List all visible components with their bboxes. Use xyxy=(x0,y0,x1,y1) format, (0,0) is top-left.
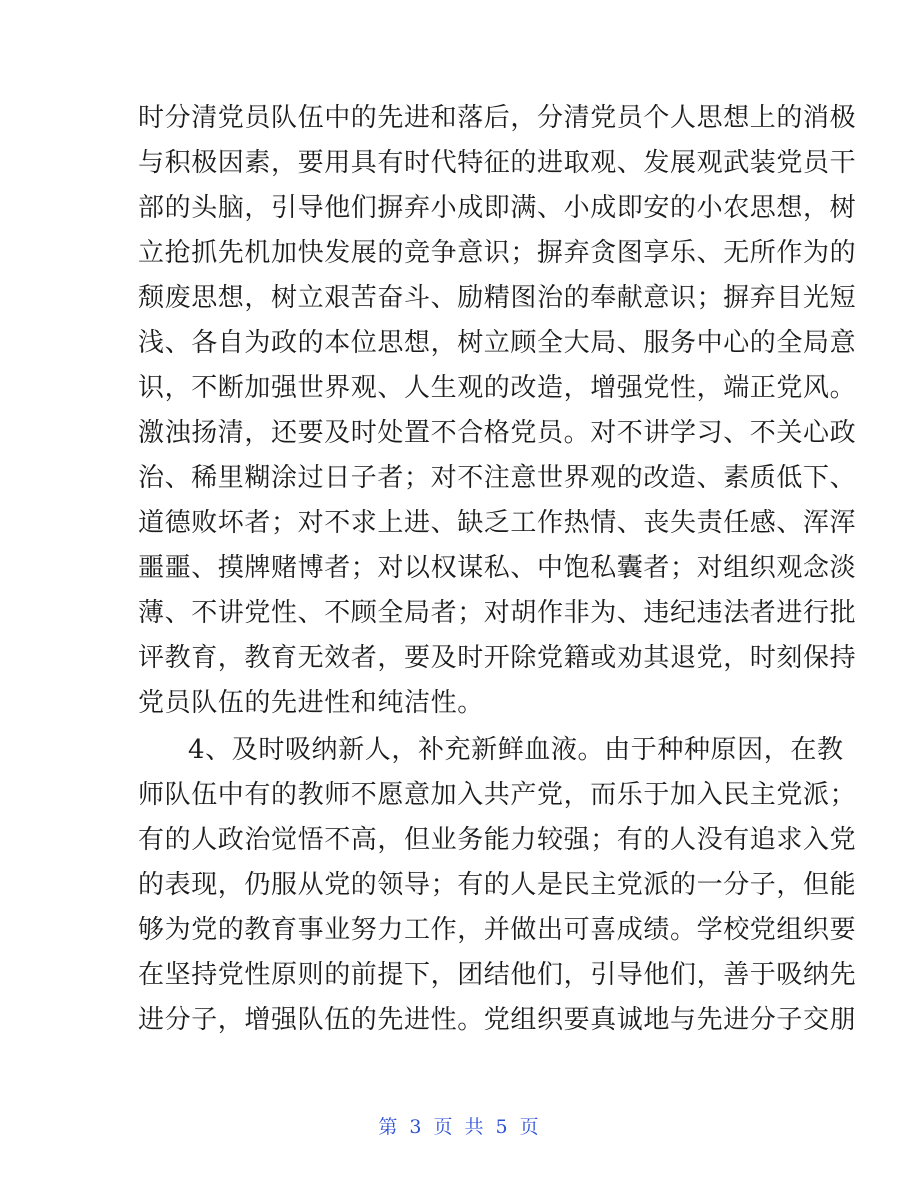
text-line: 进分子，增强队伍的先进性。党组织要真诚地与先进分子交朋 xyxy=(138,1005,857,1035)
paragraph-2 xyxy=(138,728,857,1043)
text-line: 有的人政治觉悟不高，但业务能力较强；有的人没有追求入党 xyxy=(138,825,857,855)
text-line: 立抢抓先机加快发展的竞争意识；摒弃贪图享乐、无所作为的 xyxy=(138,238,857,268)
text-line: 治、稀里糊涂过日子者；对不注意世界观的改造、素质低下、 xyxy=(138,463,857,493)
text-line: 的表现，仍服从党的领导；有的人是民主党派的一分子，但能 xyxy=(138,870,857,900)
text-line: 识，不断加强世界观、人生观的改造，增强党性，端正党风。 xyxy=(138,373,857,403)
text-line: 噩噩、摸牌赌博者；对以权谋私、中饱私囊者；对组织观念淡 xyxy=(138,553,857,583)
text-line: 激浊扬清，还要及时处置不合格党员。对不讲学习、不关心政 xyxy=(138,418,857,448)
text-line: 与积极因素，要用具有时代特征的进取观、发展观武装党员干 xyxy=(138,148,857,178)
text-line: 道德败坏者；对不求上进、缺乏工作热情、丧失责任感、浑浑 xyxy=(138,508,857,538)
paragraph-1 xyxy=(138,96,857,726)
text-line: 师队伍中有的教师不愿意加入共产党，而乐于加入民主党派； xyxy=(138,780,857,810)
page-footer: 第 3 页 共 5 页 xyxy=(378,1116,542,1138)
document-body xyxy=(138,96,857,1043)
text-line: 浅、各自为政的本位思想，树立顾全大局、服务中心的全局意 xyxy=(138,328,857,358)
text-line: 在坚持党性原则的前提下，团结他们，引导他们，善于吸纳先 xyxy=(138,960,857,990)
text-line: 部的头脑，引导他们摒弃小成即满、小成即安的小农思想，树 xyxy=(138,193,857,223)
text-line: 4、及时吸纳新人，补充新鲜血液。由于种种原因，在教 xyxy=(188,735,844,765)
text-line: 够为党的教育事业努力工作，并做出可喜成绩。学校党组织要 xyxy=(138,915,857,945)
text-line: 薄、不讲党性、不顾全局者；对胡作非为、违纪违法者进行批 xyxy=(138,598,857,628)
text-line: 评教育，教育无效者，要及时开除党籍或劝其退党，时刻保持 xyxy=(138,643,857,673)
text-line: 党员队伍的先进性和纯洁性。 xyxy=(138,688,484,718)
text-line: 颓废思想，树立艰苦奋斗、励精图治的奉献意识；摒弃目光短 xyxy=(138,283,857,313)
text-line: 时分清党员队伍中的先进和落后，分清党员个人思想上的消极 xyxy=(138,103,857,133)
